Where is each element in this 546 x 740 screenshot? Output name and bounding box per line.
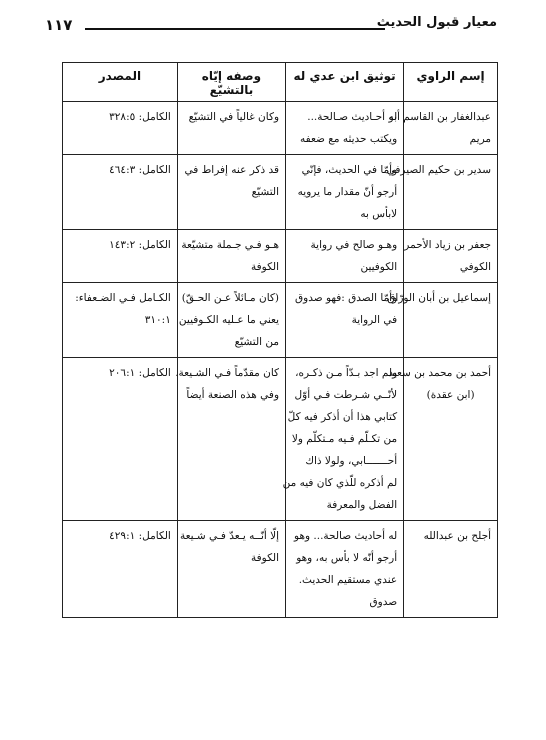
cell-line: من تكـلّم فـيه مـتكلّم ولا <box>291 433 398 445</box>
cell-line: أحـــــــابي، ولولا ذاك <box>305 455 398 467</box>
source-cell <box>63 283 178 358</box>
cell-line: له أحـاديث صـالحة... <box>307 111 398 123</box>
cell-line: وأمّا الصدق :فهو صدوق <box>294 292 398 304</box>
cell-line: وأمّا في الحديث، فإنّي <box>301 164 398 176</box>
cell-line: الكامل: ١٤٣:٢ <box>109 239 171 251</box>
cell-line: عندي مستقيم الحديث. <box>298 574 398 586</box>
source-column-header: المصدر <box>63 63 178 102</box>
running-title: معيار قبول الحديث <box>376 15 497 30</box>
cell-line: عبدالغفار بن القاسم أبو <box>388 111 491 123</box>
cell-line: (كان مـائلاً عـن الحـقّ) <box>181 292 280 304</box>
cell-line: سدير بن حكيم الصيرفي <box>386 164 491 176</box>
cell-line: وكان غالياً في التشيّع <box>188 111 280 123</box>
table-row <box>63 102 498 155</box>
tawthiq-column-header: توثيق ابن عدي له <box>286 63 404 102</box>
cell-line: ويكتب حديثه مع ضعفه <box>300 133 398 145</box>
cell-line: ٣١٠:١ <box>144 314 171 326</box>
cell-line: الكوفة <box>251 261 280 273</box>
cell-line: لأنّــي شـرطت فـي أوّل <box>294 389 398 401</box>
tashayyu-cell <box>177 102 285 155</box>
source-cell <box>63 230 178 283</box>
cell-line: في الرواية <box>351 314 398 326</box>
tashayyu-cell <box>177 230 285 283</box>
tawthiq-cell <box>286 521 404 618</box>
cell-line: مريم <box>469 133 491 145</box>
cell-line: الكامل: ٤٦٤:٣ <box>109 164 171 176</box>
tashayyu-cell <box>177 155 285 230</box>
narrator-cell <box>388 358 498 521</box>
tawthiq-cell <box>286 230 404 283</box>
narrator-cell <box>404 521 498 618</box>
page-header <box>45 14 497 36</box>
narrators-table <box>62 62 498 618</box>
tashayyu-cell <box>177 358 285 521</box>
cell-line: الكوفة <box>251 552 280 564</box>
tashayyu-cell <box>177 283 285 358</box>
cell-line: صدوق <box>369 596 398 608</box>
table-row <box>63 358 498 521</box>
narrator-cell <box>388 102 498 155</box>
cell-line: إلّا أنّــه يـعدّ فـي شـيعة <box>179 530 280 542</box>
cell-line: يعني ما عـليه الكـوفيين <box>178 314 280 326</box>
cell-line: الكامل: ٢٠٦:١ <box>109 367 171 379</box>
cell-line: إسماعيل بن أبان الورّاق <box>387 292 491 304</box>
table-row <box>63 155 498 230</box>
table-header-row <box>63 63 498 102</box>
cell-line: أحمد بن محمد بن سعيد <box>388 367 491 379</box>
source-cell <box>63 521 178 618</box>
cell-line: لم أذكره للّذي كان فيه من <box>282 477 398 489</box>
narrator-cell <box>387 283 498 358</box>
tawthiq-cell <box>282 358 404 521</box>
cell-line: (ابن عقدة) <box>426 389 475 401</box>
source-cell <box>63 102 178 155</box>
cell-line: أرجو أنّه لا بأس به، وهو <box>296 552 398 564</box>
cell-line: الكامل: ٤٢٩:١ <box>109 530 171 542</box>
page-number: ١١٧ <box>45 16 73 34</box>
source-cell <box>63 155 178 230</box>
cell-line: الكـامل فـي الضـعفاء: <box>75 292 171 304</box>
cell-line: أرجو أنّ مقدار ما يرويه <box>297 186 398 198</box>
tawthiq-cell <box>286 155 404 230</box>
cell-line: لابأس به <box>360 208 398 220</box>
table-row <box>63 230 498 283</box>
narrator-column-header: إسم الراوي <box>404 63 498 102</box>
header-rule <box>85 28 385 30</box>
cell-line: ولم اجد بـدّاً مـن ذكـره، <box>295 367 398 379</box>
narrator-cell <box>386 155 498 230</box>
cell-line: من التشيّع <box>234 336 280 348</box>
tashayyu-column-header: وصفه إيّاه بالتشيّع <box>177 63 285 102</box>
cell-line: له أحاديث صالحة... وهو <box>294 530 398 542</box>
tawthiq-cell <box>286 102 404 155</box>
cell-line: التشيّع <box>251 186 280 198</box>
tashayyu-cell <box>177 521 285 618</box>
table-row <box>63 521 498 618</box>
source-cell <box>63 358 178 521</box>
cell-line: الكوفيين <box>360 261 398 273</box>
cell-line: كان مقدّماً فـي الشـيعة. <box>175 367 280 379</box>
cell-line: الكامل: ٣٢٨:٥ <box>109 111 171 123</box>
cell-line: هـو فـي جـملة متشيّعة <box>181 239 280 251</box>
cell-line: أجلح بن عبدالله <box>423 530 491 542</box>
cell-line: قد ذكر عنه إفراط في <box>184 164 280 176</box>
cell-line: الفضل والمعرفة <box>326 499 398 511</box>
table-row <box>63 283 498 358</box>
cell-line: وهـو صالح في رواية <box>310 239 398 251</box>
tawthiq-cell <box>286 283 404 358</box>
cell-line: كتابي هذا أن أذكر فيه كلّ <box>287 411 398 423</box>
cell-line: جعفر بن زياد الأحمر <box>404 239 491 251</box>
cell-line: الكوفي <box>459 261 491 273</box>
narrator-cell <box>404 230 498 283</box>
cell-line: وفي هذه الصنعة أيضاً <box>186 389 280 401</box>
